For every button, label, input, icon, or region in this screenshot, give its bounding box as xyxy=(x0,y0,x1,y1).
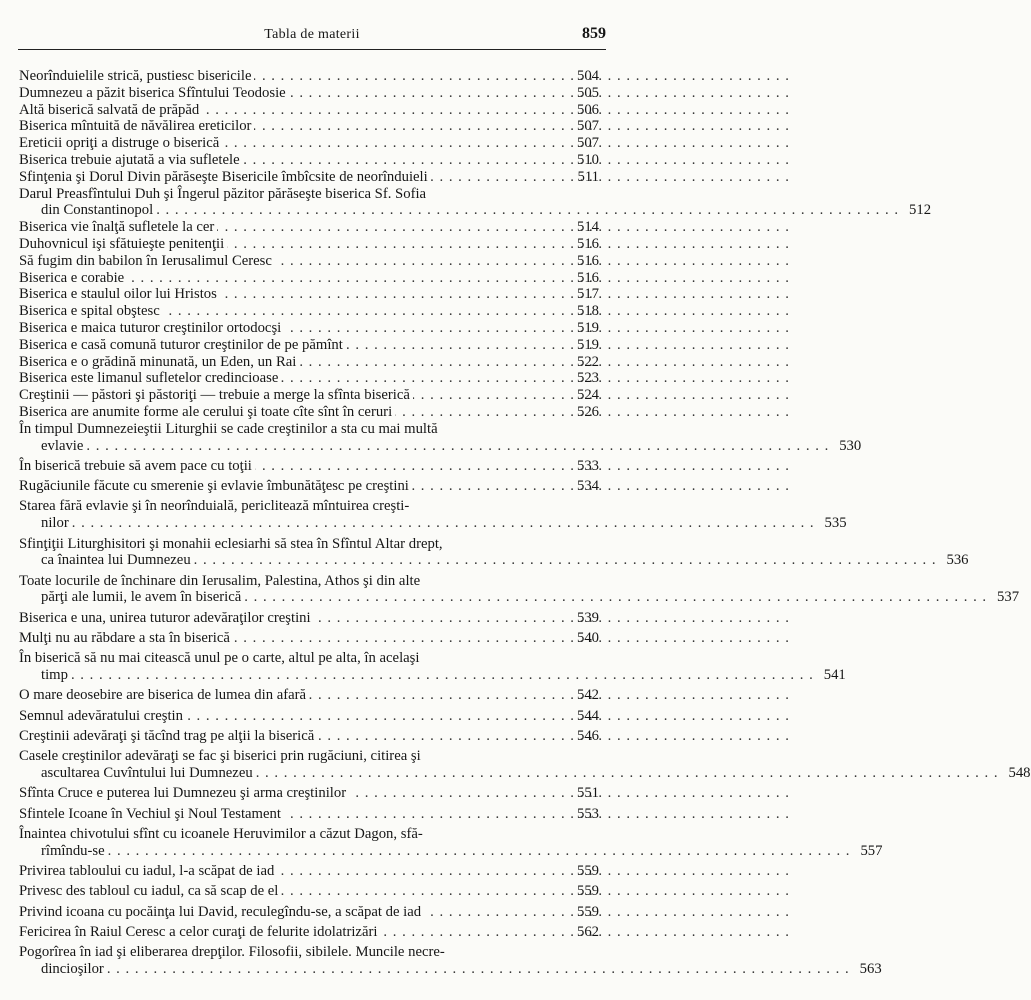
dot-leader xyxy=(19,169,567,186)
toc-entry xyxy=(19,404,599,421)
toc-entry-page: 511 xyxy=(577,168,599,185)
toc-entry xyxy=(19,478,599,495)
toc-entry-title: Pogorîrea în iad şi eliberarea drepţilor. Filosofii, sibilele. Muncile necre- xyxy=(19,944,445,961)
toc-entry-title: Fericirea în Raiul Ceresc a celor curaţi de felurite idolatrizări xyxy=(19,924,380,940)
toc-entry-title: Biserica e casă comună tuturor creştinilor de pe pămînt xyxy=(19,337,346,353)
toc-entry-page: 559 xyxy=(576,883,599,900)
toc-entry-title: Privirea tabloului cu iadul, l-a scăpat de iad xyxy=(19,863,277,879)
toc-entry-title: Biserica e una, unirea tuturor adevăraţilor creştini xyxy=(19,610,314,626)
toc-entry-title: Biserica e spital obştesc xyxy=(19,303,163,319)
toc-entry-page: 518 xyxy=(576,303,599,320)
toc-entry-title: Sfînta Cruce e puterea lui Dumnezeu şi arma creştinilor xyxy=(19,785,349,801)
toc-entry-page: 536 xyxy=(946,552,969,569)
toc-entry-title: Sfinţiţii Liturghisitori şi monahii eclesiarhi să stea în Sfîntul Altar drept, xyxy=(19,535,443,552)
toc-entry-page: 546 xyxy=(576,727,599,744)
dot-leader xyxy=(19,883,567,900)
dot-leader xyxy=(19,370,567,387)
toc-entry-page: 504 xyxy=(576,68,599,84)
dot-leader: . . . . . . . . . . . . . . . . . . . . . . . . . . . . . . . . . . . . . . . . . . . . . . . . . . . . . . . . . . . . . . . . . . . . . . . . . . . . . . . . xyxy=(106,961,850,978)
toc-entry-continuation: din Constantinopol xyxy=(41,202,156,219)
toc-entry-title: Casele creştinilor adevăraţi se fac şi biserici prin rugăciuni, citirea şi xyxy=(19,748,421,765)
toc-entry-title: Ereticii opriţi a distruge o biserică xyxy=(19,135,222,151)
dot-leader: . . . . . . . . . . . . . . . . . . . . . . . . . . . . . . . . . . . . . . . . . . . . . . . . . . . . . . . . . . . . . . . . . . . . . . . . . . . . . . . . xyxy=(71,515,815,532)
toc-entry-page: 517 xyxy=(576,286,599,303)
dot-leader: . . . . . . . . . . . . . . . . . . . . . . . . . . . . . . . . . . . . . . . . . . . . . . . . . . . . . . . . . . . . . . . . . . . . . . . . . . . . . . . . xyxy=(70,667,814,684)
toc-entry xyxy=(19,806,599,823)
toc-entry-title: Creştinii adevăraţi şi tăcînd trag pe alţii la biserică xyxy=(19,728,317,744)
toc-entry-page: 553 xyxy=(576,805,599,822)
toc-entry-title: Privind icoana cu pocăinţa lui David, reculegîndu-se, a scăpat de iad xyxy=(19,904,424,920)
toc-entry-page: 535 xyxy=(824,515,847,532)
toc-entry xyxy=(19,944,882,978)
toc-entry xyxy=(19,102,599,119)
toc-entry-title: Mulţi nu au răbdare a sta în biserică xyxy=(19,630,233,646)
toc-entry-title: Biserica este limanul sufletelor credincioase xyxy=(19,370,281,386)
toc-entry xyxy=(19,303,599,320)
toc-entry xyxy=(19,118,599,135)
toc-entry-continuation: părţi ale lumii, le avem în biserică xyxy=(41,589,244,606)
toc-entry-page: 530 xyxy=(839,437,862,454)
toc-entry xyxy=(19,572,1020,607)
dot-leader: . . . . . . . . . . . . . . . . . . . . . . . . . . . . . . . . . . . . . . . . . . . . . . . . . . . . . . . . . . . . . . . . . . . . . . . . . . . . . . . . xyxy=(244,589,988,606)
toc-entry-title: Înaintea chivotului sfînt cu icoanele Heruvimilor a căzut Dagon, sfă- xyxy=(19,825,423,842)
toc-entry-page: 540 xyxy=(576,630,599,646)
toc-entry-page: 510 xyxy=(576,151,599,168)
toc-entry-title: Biserica e corabie xyxy=(19,270,127,286)
toc-entry-continuation: nilor xyxy=(41,515,72,532)
dot-leader xyxy=(19,863,567,880)
toc-entry-page: 524 xyxy=(576,387,599,404)
dot-leader xyxy=(19,387,567,404)
toc-entry-title: Să fugim din babilon în Ierusalimul Ceresc xyxy=(19,253,275,269)
toc-entry-title: Sfinţenia şi Dorul Divin părăseşte Bisericile îmbîcsite de neorînduieli xyxy=(19,169,431,185)
toc-entry xyxy=(19,185,932,220)
dot-leader xyxy=(19,687,567,704)
toc-entry-title: Biserica trebuie ajutată a via sufletele xyxy=(19,152,243,168)
toc-entry-page: 512 xyxy=(909,202,932,219)
toc-entry xyxy=(19,785,599,802)
toc-entry xyxy=(19,320,599,337)
toc-entry-page: 507 xyxy=(576,118,599,135)
toc-entry xyxy=(19,904,599,921)
toc-entry-title: Dumnezeu a păzit biserica Sfîntului Teodosie xyxy=(19,85,289,101)
dot-leader xyxy=(19,404,567,421)
toc-entry xyxy=(19,354,599,371)
dot-leader xyxy=(19,458,567,475)
toc-entry-page: 559 xyxy=(576,903,599,920)
dot-leader xyxy=(19,320,567,337)
toc-entry-page: 539 xyxy=(576,609,599,626)
dot-leader: . . . . . . . . . . . . . . . . . . . . . . . . . . . . . . . . . . . . . . . . . . . . . . . . . . . . . . . . . . . . . . . . . . . . . . . . . . . . . . . . xyxy=(107,842,851,859)
toc-entry-page: 559 xyxy=(576,863,599,880)
toc-entry-title: Sfintele Icoane în Vechiul şi Noul Testament xyxy=(19,806,284,822)
toc-entry-title: Creştinii — păstori şi păstoriţi — trebuie a merge la sfînta biserică xyxy=(19,387,413,403)
toc-entry-page: 533 xyxy=(576,457,599,474)
toc-entry-page: 551 xyxy=(576,785,599,802)
toc-entry xyxy=(19,253,599,270)
toc-entry-page: 519 xyxy=(576,319,599,336)
toc-entry-title: Privesc des tabloul cu iadul, ca să scap de el xyxy=(19,883,281,899)
toc-entry-page: 557 xyxy=(860,842,883,859)
toc-entry-title: Toate locurile de închinare din Ierusalim, Palestina, Athos şi din alte xyxy=(19,572,421,589)
table-of-contents xyxy=(19,68,1031,981)
dot-leader xyxy=(19,219,567,236)
dot-leader xyxy=(19,806,567,823)
toc-entry-continuation: timp xyxy=(41,667,71,684)
dot-leader: . . . . . . . . . . . . . . . . . . . . . . . . . . . . . . . . . . . . . . . . . . . . . . . . . . . . . . . . . . . . . . . . . . . . . . . . . . . . . . . . xyxy=(193,552,937,569)
toc-entry xyxy=(19,924,599,941)
toc-entry xyxy=(19,286,599,303)
dot-leader xyxy=(19,118,567,135)
toc-entry xyxy=(19,863,599,880)
dot-leader: . . . . . . . . . . . . . . . . . . . . . . . . . . . . . . . . . . . . . . . . . . . . . . . . . . . . . . . . . . . . . . . . . . . . . . . . . . . . . . . . xyxy=(255,765,999,782)
toc-entry xyxy=(19,535,969,570)
toc-entry-title: În biserică să nu mai citească unul pe o carte, altul pe alta, în acelaşi xyxy=(19,650,420,667)
toc-entry-title: Rugăciunile făcute cu smerenie şi evlavie îmbunătăţesc pe creştini xyxy=(19,478,412,494)
toc-entry xyxy=(19,610,599,627)
toc-entry xyxy=(19,458,599,475)
toc-entry-page: 522 xyxy=(576,353,599,370)
dot-leader xyxy=(19,708,567,725)
toc-entry xyxy=(19,825,883,860)
toc-entry-continuation: evlavie xyxy=(41,438,86,455)
toc-entry-title: În biserică trebuie să avem pace cu toţii xyxy=(19,458,255,474)
dot-leader xyxy=(19,303,567,320)
dot-leader xyxy=(19,102,567,119)
toc-entry-page: 526 xyxy=(576,403,599,420)
toc-entry-continuation: ascultarea Cuvîntului lui Dumnezeu xyxy=(41,765,256,782)
toc-entry-page: 542 xyxy=(576,687,599,704)
toc-entry-title: Starea fără evlavie şi în neorînduială, periclitează mîntuirea creşti- xyxy=(19,498,410,515)
toc-entry-page: 534 xyxy=(576,478,599,495)
toc-entry xyxy=(19,650,846,684)
dot-leader xyxy=(19,337,567,354)
toc-entry xyxy=(19,387,599,404)
toc-entry xyxy=(19,687,599,704)
toc-entry-title: Biserica mîntuită de năvălirea ereticilor xyxy=(19,118,254,134)
dot-leader xyxy=(19,135,567,152)
toc-entry-title: O mare deosebire are biserica de lumea din afară xyxy=(19,687,309,703)
toc-entry-page: 562 xyxy=(576,923,599,940)
toc-entry xyxy=(19,219,599,236)
toc-entry-continuation: rîmîndu-se xyxy=(41,843,108,860)
toc-entry-page: 563 xyxy=(859,961,882,978)
toc-entry-title: Darul Preasfîntului Duh şi Îngerul păzitor părăseşte biserica Sf. Sofia xyxy=(19,185,427,202)
toc-entry xyxy=(19,337,599,354)
toc-entry-title: Semnul adevăratului creştin xyxy=(19,708,186,724)
toc-entry-title: Biserica e o grădină minunată, un Eden, un Rai xyxy=(19,354,299,370)
toc-entry-continuation: dincioşilor xyxy=(41,961,107,978)
dot-leader xyxy=(19,610,567,627)
toc-entry-page: 541 xyxy=(823,667,846,684)
toc-entry xyxy=(19,68,599,85)
toc-entry-title: Neorînduielile strică, pustiesc bisericile xyxy=(19,68,254,84)
toc-entry-page: 516 xyxy=(576,235,599,252)
toc-entry-page: 514 xyxy=(576,219,599,236)
toc-entry-title: Altă biserică salvată de prăpăd xyxy=(19,102,202,118)
toc-entry xyxy=(19,152,599,169)
toc-entry-page: 523 xyxy=(576,370,599,387)
toc-entry xyxy=(19,883,599,900)
toc-entry-page: 544 xyxy=(576,707,599,724)
toc-entry-title: Biserica are anumite forme ale cerului şi toate cîte sînt în ceruri xyxy=(19,404,395,420)
toc-entry xyxy=(19,748,1031,782)
dot-leader xyxy=(19,152,567,169)
dot-leader xyxy=(19,630,567,647)
toc-entry-page: 516 xyxy=(576,252,599,269)
toc-entry-title: În timpul Dumnezeieştii Liturghii se cade creştinilor a sta cu mai multă xyxy=(19,420,438,437)
toc-entry-continuation: ca înaintea lui Dumnezeu xyxy=(41,552,194,569)
dot-leader xyxy=(19,85,567,102)
toc-entry xyxy=(19,236,599,253)
toc-entry-page: 506 xyxy=(576,101,599,118)
dot-leader xyxy=(19,270,567,287)
dot-leader xyxy=(19,68,567,85)
toc-entry-title: Duhovnicul işi sfătuieşte penitenţii xyxy=(19,236,227,252)
dot-leader xyxy=(19,253,567,270)
toc-entry-page: 519 xyxy=(576,336,599,353)
toc-entry-page: 516 xyxy=(576,269,599,286)
dot-leader: . . . . . . . . . . . . . . . . . . . . . . . . . . . . . . . . . . . . . . . . . . . . . . . . . . . . . . . . . . . . . . . . . . . . . . . . . . . . . . . . xyxy=(86,437,830,454)
dot-leader: . . . . . . . . . . . . . . . . . . . . . . . . . . . . . . . . . . . . . . . . . . . . . . . . . . . . . . . . . . . . . . . . . . . . . . . . . . . . . . . . xyxy=(156,202,900,219)
dot-leader xyxy=(19,924,567,941)
toc-entry xyxy=(19,630,599,647)
header-rule xyxy=(18,49,606,50)
toc-entry-page: 505 xyxy=(576,84,599,101)
toc-entry-page: 537 xyxy=(997,589,1020,606)
dot-leader xyxy=(19,728,567,745)
toc-entry-title: Biserica vie înalţă sufletele la cer xyxy=(19,219,217,235)
toc-entry xyxy=(19,169,599,186)
toc-entry xyxy=(19,85,599,102)
dot-leader xyxy=(19,785,567,802)
page-number: 859 xyxy=(582,25,606,42)
toc-entry xyxy=(19,708,599,725)
dot-leader xyxy=(19,286,567,303)
dot-leader xyxy=(19,478,567,495)
toc-entry xyxy=(19,135,599,152)
page-header xyxy=(18,20,606,50)
dot-leader xyxy=(19,354,567,371)
dot-leader xyxy=(19,236,567,253)
toc-entry xyxy=(19,498,847,532)
toc-entry-page: 507 xyxy=(576,135,599,152)
toc-entry-title: Biserica e maica tuturor creştinilor ortodocşi xyxy=(19,320,284,336)
toc-entry xyxy=(19,370,599,387)
toc-entry-page: 548 xyxy=(1008,765,1031,782)
dot-leader xyxy=(19,904,567,921)
running-title: Tabla de materii xyxy=(264,27,360,42)
toc-entry xyxy=(19,270,599,287)
toc-entry-title: Biserica e staulul oilor lui Hristos xyxy=(19,286,220,302)
toc-entry xyxy=(19,420,862,455)
toc-entry xyxy=(19,728,599,745)
